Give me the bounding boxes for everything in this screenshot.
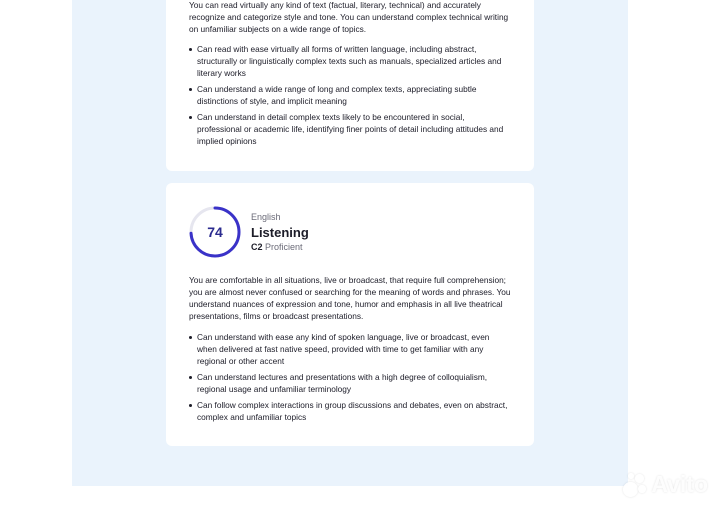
listening-card <box>166 183 534 446</box>
listening-description: You are comfortable in all situations, live or broadcast, that require full comprehension; you are almost never confused or searching for the meaning of words and phrases. You understand nuances of expression and tone, humor and emphasis in all live theatrical presentations, films or broadcast presentations. <box>189 275 511 321</box>
list-item: Can follow complex interactions in group discussions and debates, even on abstract, complex and unfamiliar topics <box>189 399 511 423</box>
level-code: C2 <box>251 242 263 252</box>
avito-dots-icon <box>623 473 647 497</box>
skill-title: Listening <box>251 225 309 240</box>
list-item: Can understand a wide range of long and complex texts, appreciating subtle distinctions of style, and implicit meaning <box>189 83 511 107</box>
reading-description: You can read virtually any kind of text (factual, literary, technical) and accurately recognize and categorize style and tone. You can understand complex technical writing on unfamiliar subjects on a wide range of topics. <box>189 0 509 34</box>
reading-bullet-list <box>189 43 511 151</box>
reading-card <box>166 0 534 171</box>
watermark-text: Avito <box>651 471 708 497</box>
level-name: Proficient <box>265 242 303 252</box>
list-item: Can understand lectures and presentations with a high degree of colloquialism, regional usage and unfamiliar terminology <box>189 371 511 395</box>
score-ring <box>188 205 242 259</box>
level-label <box>251 242 303 252</box>
listening-bullet-list <box>189 331 511 427</box>
list-item: Can understand in detail complex texts likely to be encountered in social, professional or academic life, identifying finer points of detail including attitudes and implied opinions <box>189 111 511 147</box>
list-item: Can read with ease virtually all forms of written language, including abstract, structurally or linguistically complex texts such as manuals, specialized articles and literary works <box>189 43 511 79</box>
avito-watermark <box>623 471 708 498</box>
language-label: English <box>251 212 281 222</box>
list-item: Can understand with ease any kind of spoken language, live or broadcast, even when delivered at fast native speed, provided with time to get familiar with any regional or other accent <box>189 331 511 367</box>
score-value: 74 <box>207 224 223 240</box>
